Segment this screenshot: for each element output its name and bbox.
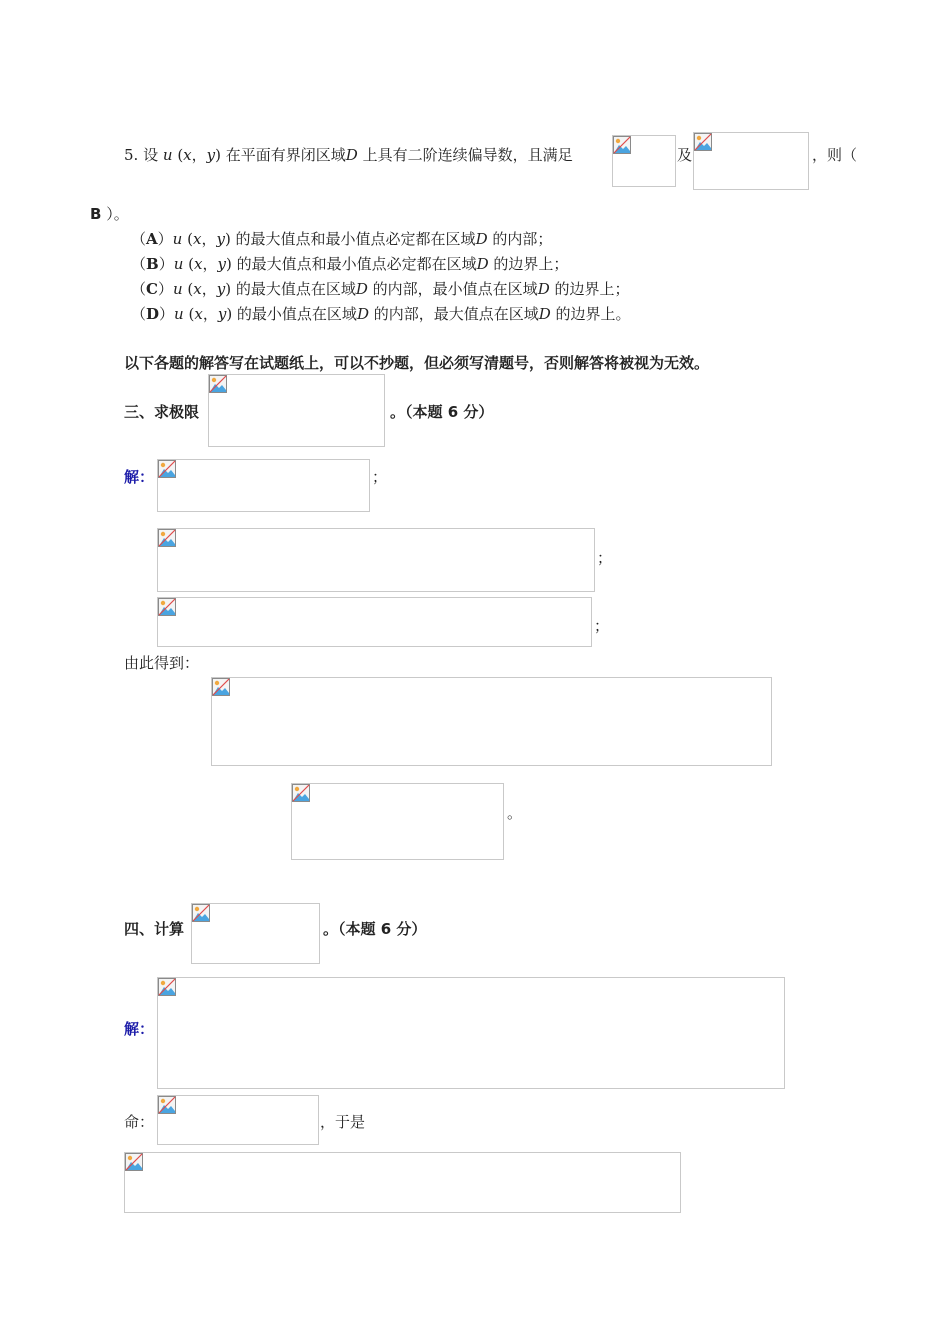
q4-title: 四、计算 xyxy=(124,920,185,938)
period: 。 xyxy=(507,804,523,822)
q3-title: 三、求极限 xyxy=(124,403,200,421)
solution-label: 解： xyxy=(124,1020,155,1038)
q5-answer: B xyxy=(90,205,102,223)
then-text: ，则（ xyxy=(812,146,858,164)
broken-image-icon xyxy=(292,784,310,802)
solution-label: 解： xyxy=(124,468,155,486)
option-b: （B）u (x，y) 的最大值点和最小值点必定都在区域D 的边界上； xyxy=(131,255,569,273)
broken-image-icon xyxy=(158,1096,176,1114)
broken-image-icon xyxy=(158,598,176,616)
let-text: 命： xyxy=(124,1113,155,1131)
formula-image-step-3 xyxy=(157,597,592,647)
broken-image-icon xyxy=(158,460,176,478)
instruction-text: 以下各题的解答写在试题纸上，可以不抄题，但必须写清题号，否则解答将被视为无效。 xyxy=(124,354,710,372)
formula-image-condition-2 xyxy=(693,132,809,190)
formula-image-integral xyxy=(191,903,320,964)
semicolon: ； xyxy=(597,549,613,567)
broken-image-icon xyxy=(694,133,712,151)
q4-suffix: 。（本题 6 分） xyxy=(323,920,427,938)
broken-image-icon xyxy=(192,904,210,922)
formula-image-step-2 xyxy=(157,528,595,592)
formula-image-step-1 xyxy=(157,459,370,512)
formula-image-q4-step-1 xyxy=(157,977,785,1089)
thus-text: 由此得到： xyxy=(124,654,200,672)
broken-image-icon xyxy=(125,1153,143,1171)
and-text: 及 xyxy=(677,146,693,164)
q5-stem: 5. 设 u (x，y) 在平面有界闭区域D 上具有二阶连续偏导数，且满足 xyxy=(124,146,573,164)
q3-suffix: 。（本题 6 分） xyxy=(390,403,494,421)
broken-image-icon xyxy=(158,529,176,547)
q5-answer-line: B ）。 xyxy=(90,205,129,223)
broken-image-icon xyxy=(613,136,631,154)
option-a: （A）u (x，y) 的最大值点和最小值点必定都在区域D 的内部； xyxy=(131,230,553,248)
broken-image-icon xyxy=(209,375,227,393)
formula-image-substitution xyxy=(157,1095,319,1145)
semicolon: ； xyxy=(594,617,610,635)
option-c: （C）u (x，y) 的最大值点在区域D 的内部，最小值点在区域D 的边界上； xyxy=(131,280,630,298)
option-d: （D）u (x，y) 的最小值点在区域D 的内部，最大值点在区域D 的边界上。 xyxy=(131,305,631,323)
broken-image-icon xyxy=(212,678,230,696)
so-text: ，于是 xyxy=(320,1113,366,1131)
formula-image-derivation xyxy=(211,677,772,766)
formula-image-limit xyxy=(208,374,385,447)
formula-image-condition-1 xyxy=(612,135,676,187)
semicolon: ； xyxy=(372,468,388,486)
broken-image-icon xyxy=(158,978,176,996)
formula-image-result xyxy=(291,783,504,860)
formula-image-q4-step-2 xyxy=(124,1152,681,1213)
